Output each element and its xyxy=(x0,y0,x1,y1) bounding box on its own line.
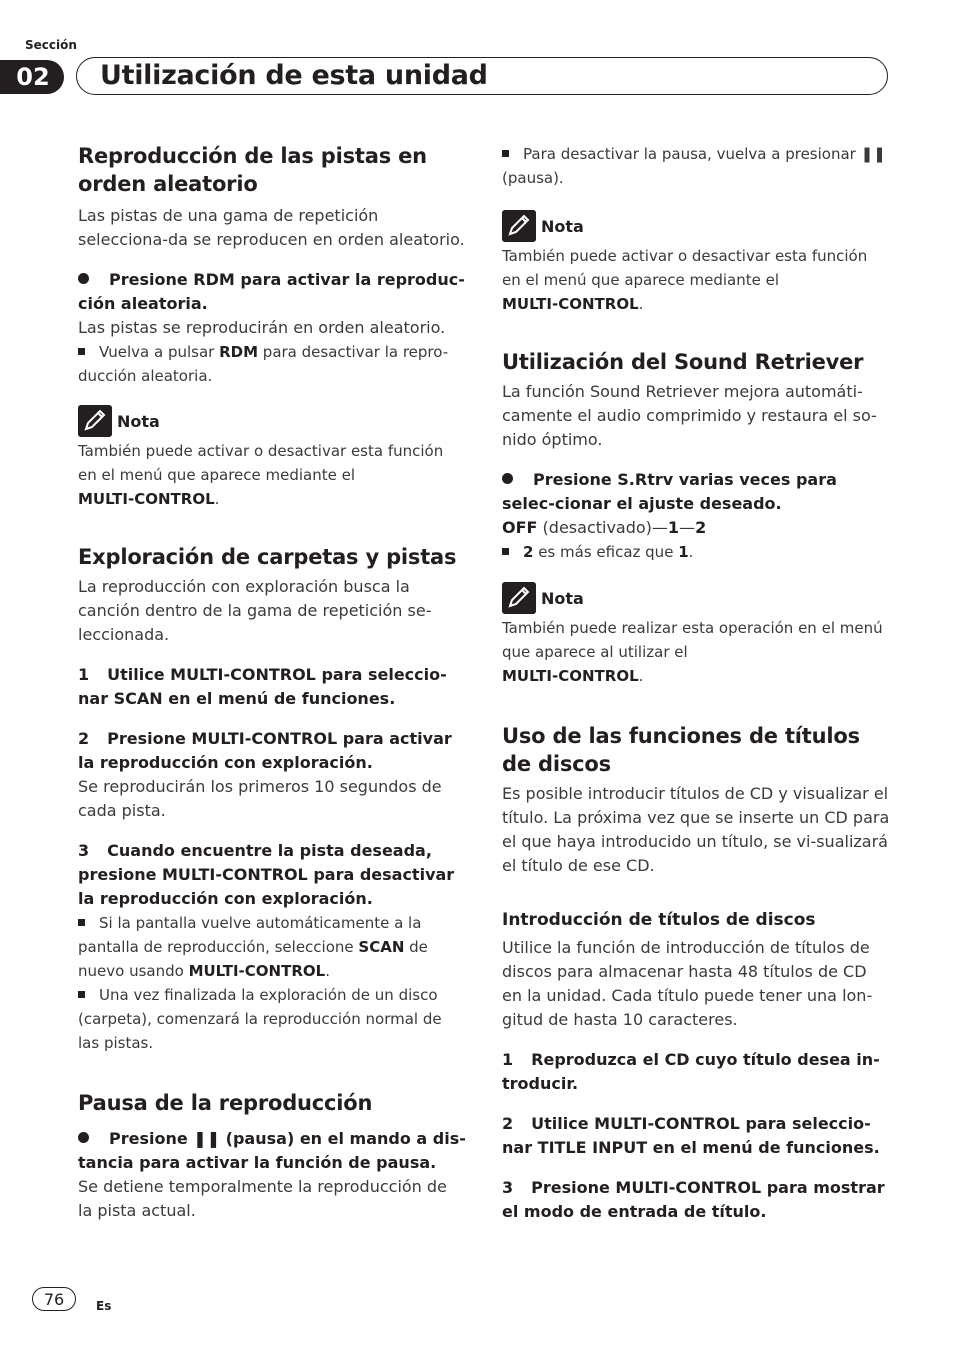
square-bullet-icon xyxy=(78,991,85,998)
square-bullet-icon xyxy=(78,919,85,926)
pause-step: Presione ❚❚ (pausa) en el mando a dis-tancia para activar la función de pausa. xyxy=(78,1129,466,1172)
disc-title-step-3: 3 Presione MULTI-CONTROL para mostrar el modo de entrada de título. xyxy=(502,1178,885,1221)
pause-icon: ❚❚ xyxy=(193,1129,221,1148)
heading-disc-titles: Uso de las funciones de títulos de discos xyxy=(502,724,860,776)
note-label: Nota xyxy=(117,411,160,431)
note-pencil-icon xyxy=(78,405,112,437)
note-label: Nota xyxy=(541,216,584,236)
sound-retriever-step: Presione S.Rtrv varias veces para selec-cionar el ajuste deseado. xyxy=(502,470,837,513)
subheading-disc-title-input: Introducción de títulos de discos xyxy=(502,910,816,930)
bullet-dot-icon xyxy=(502,473,513,484)
pause-icon: ❚❚ xyxy=(860,145,886,163)
square-bullet-icon xyxy=(502,548,509,555)
disc-titles-intro: Es posible introducir títulos de CD y visualizar el título. La próxima vez que se inserte un CD para el que haya introducido un título, se vi-sualizará el título de ese CD. xyxy=(502,784,890,875)
section-number-badge: 02 xyxy=(0,60,64,94)
heading-pause: Pausa de la reproducción xyxy=(78,1091,373,1115)
pause-step-body: Se detiene temporalmente la reproducción de la pista actual. xyxy=(78,1177,447,1220)
disc-title-step-1: 1 Reproduzca el CD cuyo título desea in-troducir. xyxy=(502,1050,880,1093)
note-label: Nota xyxy=(541,588,584,608)
random-step: Presione RDM para activar la reproduc-ción aleatoria. xyxy=(78,270,465,313)
note-text: También puede realizar esta operación en el menú que aparece al utilizar el MULTI-CONTROL. xyxy=(502,619,883,685)
note-header xyxy=(502,210,890,242)
scan-step-2-body: Se reproducirán los primeros 10 segundos de cada pista. xyxy=(78,777,442,820)
page-title: Utilización de esta unidad xyxy=(100,60,488,91)
square-bullet-icon xyxy=(502,150,509,157)
scan-step-3: 3 Cuando encuentre la pista deseada, presione MULTI-CONTROL para desactivar la reproducción con exploración. xyxy=(78,841,455,908)
right-column xyxy=(502,142,890,1224)
left-column xyxy=(78,142,466,1223)
scan-step-1: 1 Utilice MULTI-CONTROL para seleccio-nar SCAN en el menú de funciones. xyxy=(78,665,447,708)
bullet-dot-icon xyxy=(78,1132,89,1143)
note-pencil-icon xyxy=(502,210,536,242)
heading-random-play: Reproducción de las pistas en orden aleatorio xyxy=(78,144,427,196)
disc-title-step-2: 2 Utilice MULTI-CONTROL para seleccio-nar TITLE INPUT en el menú de funciones. xyxy=(502,1114,880,1157)
note-header xyxy=(502,582,890,614)
random-intro: Las pistas de una gama de repetición selecciona-da se reproducen en orden aleatorio. xyxy=(78,206,465,249)
sound-retriever-intro: La función Sound Retriever mejora automáti-camente el audio comprimido y restaura el so-nido óptimo. xyxy=(502,382,877,449)
bullet-dot-icon xyxy=(78,273,89,284)
scan-bullet-1: Si la pantalla vuelve automáticamente a la pantalla de reproducción, seleccione SCAN de nuevo usando MULTI-CONTROL. xyxy=(78,914,428,980)
heading-scan: Exploración de carpetas y pistas xyxy=(78,545,457,569)
sound-retriever-options: OFF (desactivado)—1—2 xyxy=(502,518,707,537)
note-header xyxy=(78,405,466,437)
pause-bullet: Para desactivar la pausa, vuelva a presionar ❚❚ (pausa). xyxy=(502,145,886,187)
note-pencil-icon xyxy=(502,582,536,614)
scan-step-2: 2 Presione MULTI-CONTROL para activar la reproducción con exploración. xyxy=(78,729,452,772)
section-label: Sección xyxy=(25,38,77,52)
page-number: 76 xyxy=(32,1287,76,1311)
scan-bullet-2: Una vez finalizada la exploración de un disco (carpeta), comenzará la reproducción normal de las pistas. xyxy=(78,986,442,1052)
note-text: También puede activar o desactivar esta función en el menú que aparece mediante el MULTI-CONTROL. xyxy=(78,442,444,508)
scan-intro: La reproducción con exploración busca la canción dentro de la gama de repetición se-leccionada. xyxy=(78,577,432,644)
language-code: Es xyxy=(96,1299,112,1313)
random-step-body: Las pistas se reproducirán en orden aleatorio. xyxy=(78,318,446,337)
heading-sound-retriever: Utilización del Sound Retriever xyxy=(502,350,864,374)
square-bullet-icon xyxy=(78,348,85,355)
disc-title-input-intro: Utilice la función de introducción de títulos de discos para almacenar hasta 48 títulos de CD en la unidad. Cada título puede tener una lon-gitud de hasta 10 caracteres. xyxy=(502,938,873,1029)
sound-retriever-bullet: 2 es más eficaz que 1. xyxy=(502,540,890,564)
random-bullet: Vuelva a pulsar RDM para desactivar la repro-ducción aleatoria. xyxy=(78,343,449,385)
note-text: También puede activar o desactivar esta función en el menú que aparece mediante el MULTI-CONTROL. xyxy=(502,247,868,313)
